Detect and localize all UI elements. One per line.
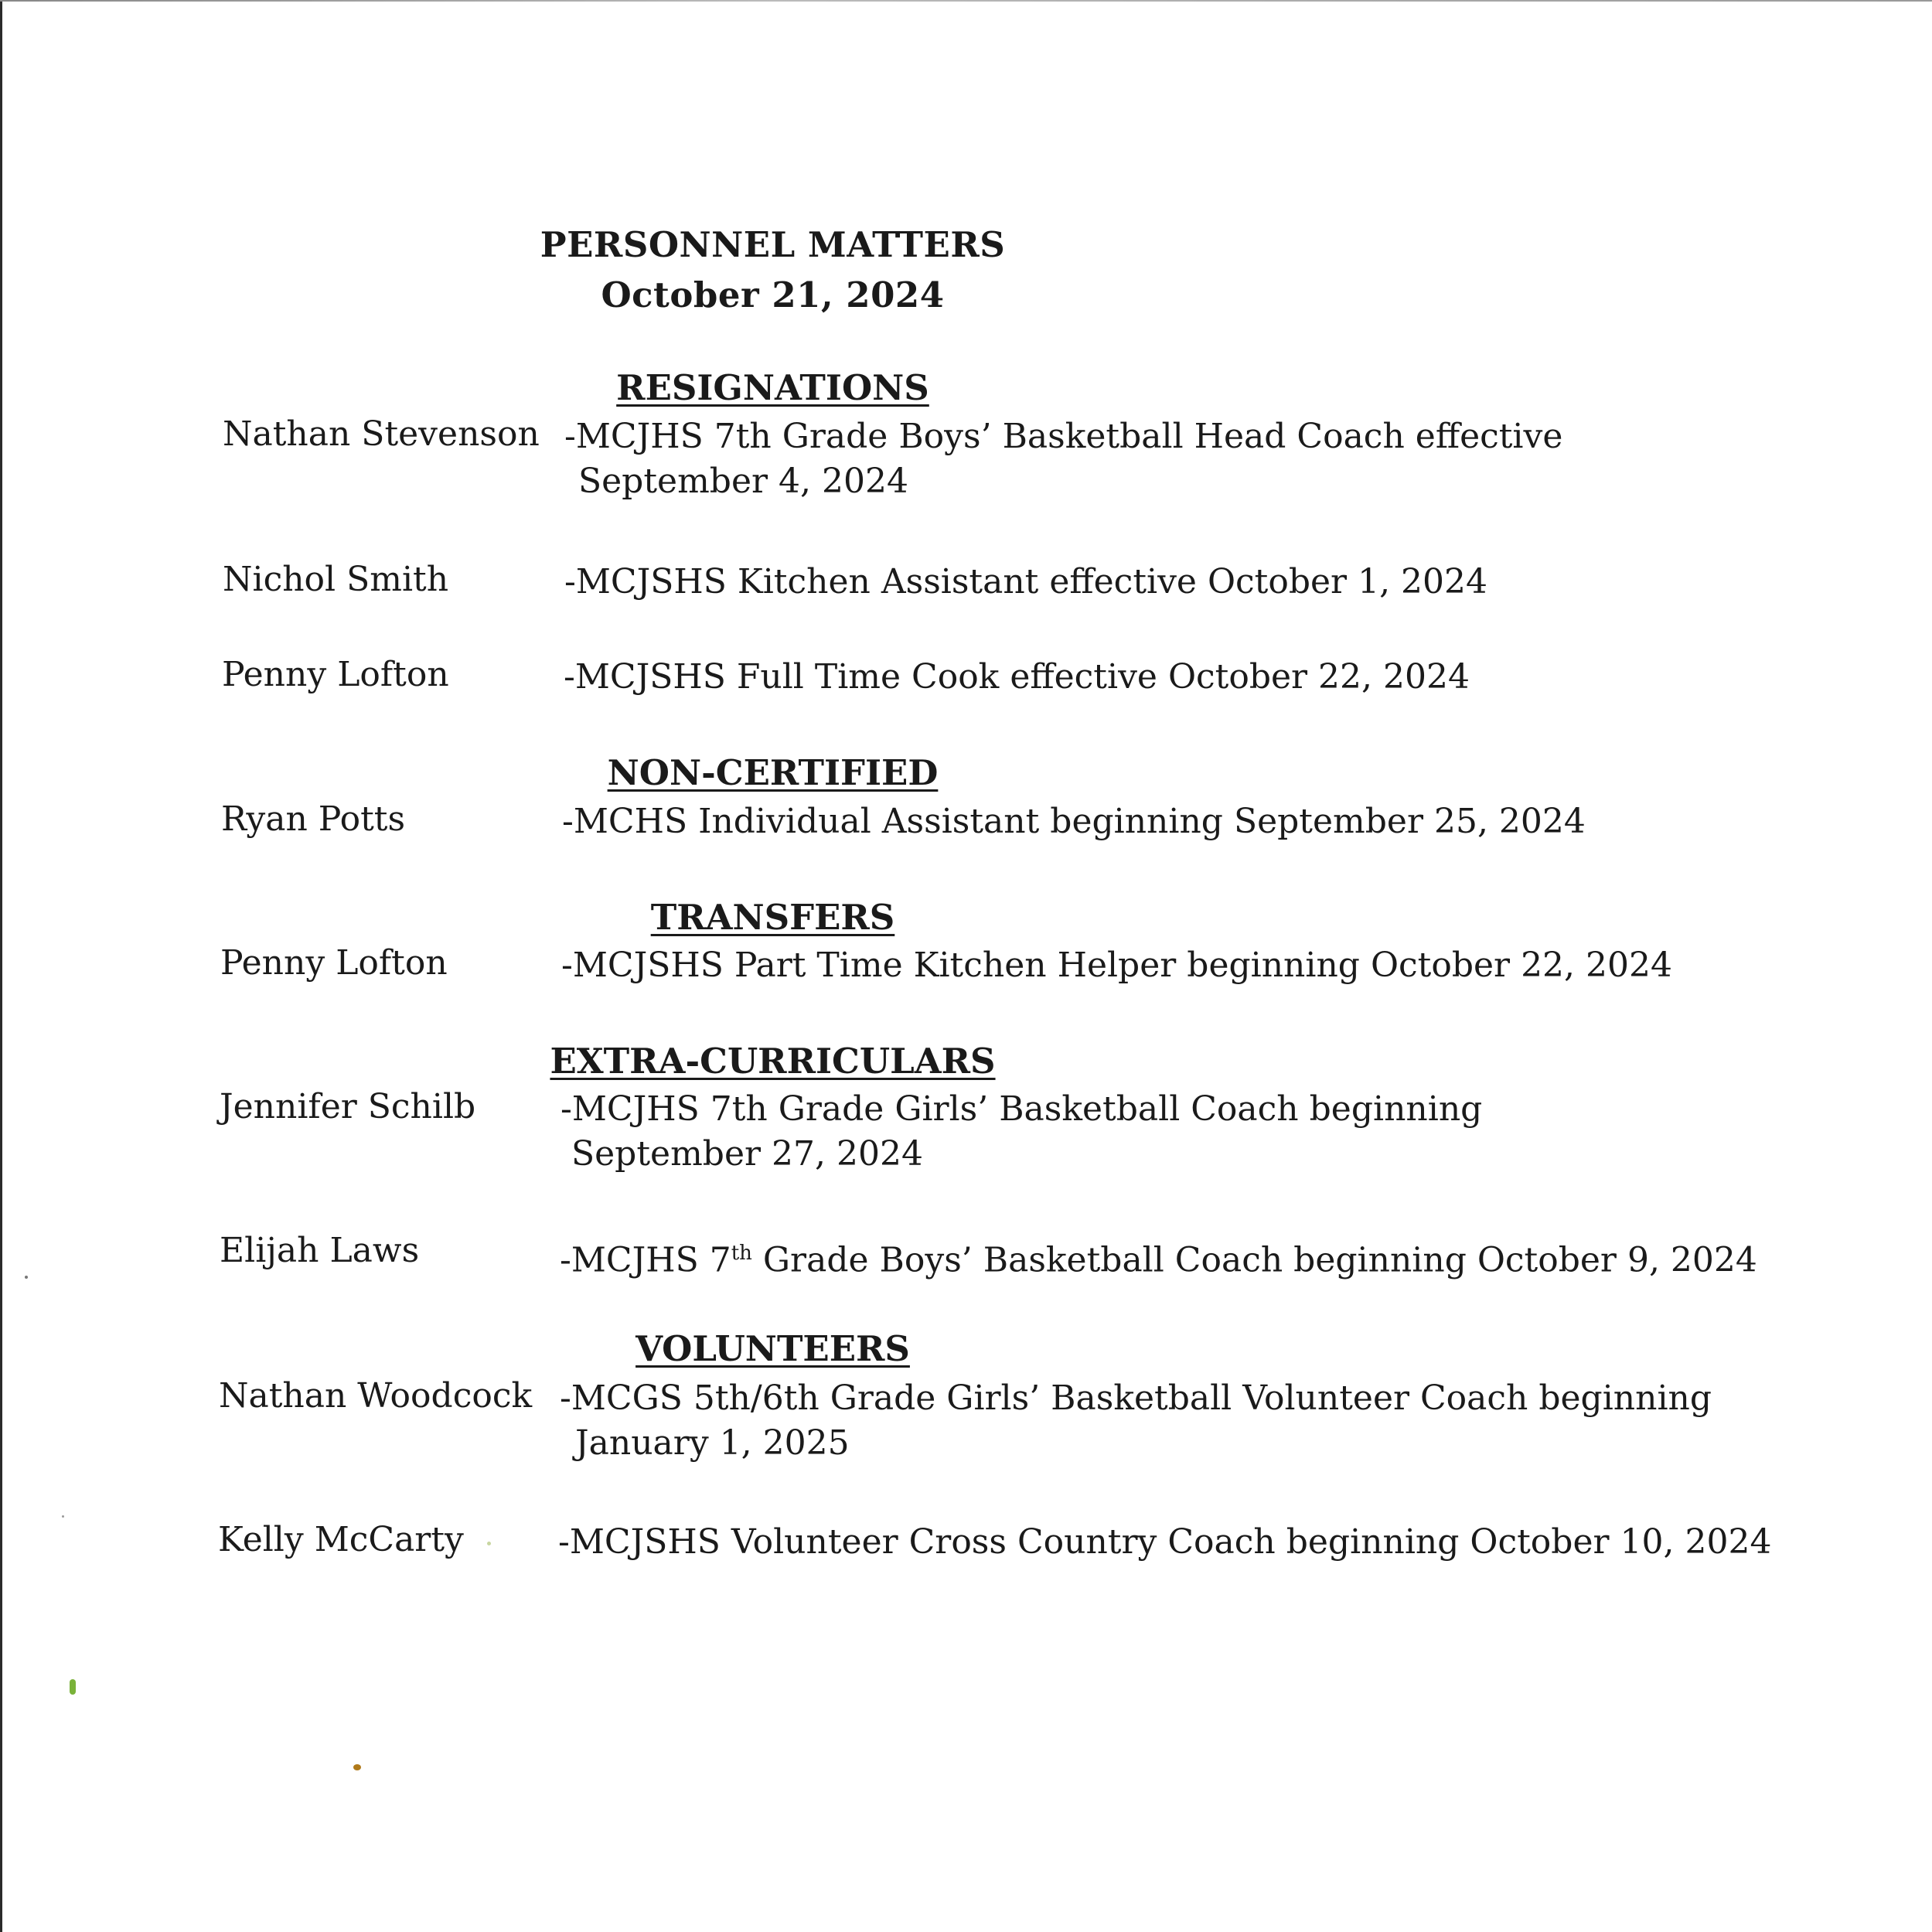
description-line: -MCJHS 7th Grade Boys’ Basketball Head Coach effective [564, 417, 1563, 456]
description-line: September 4, 2024 [578, 462, 908, 501]
description-line: -MCJHS 7th Grade Girls’ Basketball Coach beginning [561, 1089, 1483, 1129]
assignment-description: -MCHS Individual Assistant beginning September 25, 2024 [562, 802, 1586, 841]
document-title: PERSONNEL MATTERS [540, 224, 1006, 265]
description-text: -MCJHS 7 [560, 1240, 731, 1280]
employee-name: Penny Lofton [220, 943, 448, 983]
assignment-description: -MCJSHS Part Time Kitchen Helper beginning October 22, 2024 [561, 946, 1673, 985]
employee-name: Elijah Laws [220, 1231, 420, 1270]
scan-speck [62, 1515, 64, 1518]
description-text: Grade Boys’ Basketball Coach beginning October 9, 2024 [751, 1240, 1757, 1280]
scan-speck [70, 1679, 76, 1695]
employee-name: Nichol Smith [223, 560, 449, 599]
description-line: January 1, 2025 [575, 1423, 850, 1463]
section-heading-extra-curriculars: EXTRA-CURRICULARS [550, 1041, 996, 1082]
assignment-description: -MCJSHS Volunteer Cross Country Coach beginning October 10, 2024 [558, 1522, 1772, 1562]
employee-name: Jennifer Schilb [220, 1087, 476, 1126]
assignment-description [564, 414, 1562, 504]
employee-name: Kelly McCarty [218, 1520, 464, 1559]
employee-name: Penny Lofton [222, 655, 449, 694]
document-date: October 21, 2024 [601, 274, 945, 315]
assignment-description: -MCJSHS Kitchen Assistant effective October 1, 2024 [564, 562, 1488, 601]
assignment-description [560, 1376, 1712, 1466]
employee-name: Nathan Stevenson [223, 414, 540, 454]
assignment-description [561, 1087, 1482, 1177]
description-line: -MCGS 5th/6th Grade Girls’ Basketball Volunteer Coach beginning [560, 1378, 1712, 1418]
description-line: September 27, 2024 [571, 1134, 923, 1174]
assignment-description [560, 1231, 1757, 1283]
section-heading-volunteers: VOLUNTEERS [635, 1328, 910, 1369]
section-heading-transfers: TRANSFERS [650, 897, 895, 938]
scan-speck [353, 1764, 361, 1770]
section-heading-non-certified: NON-CERTIFIED [607, 752, 939, 793]
page-edge-top [0, 0, 1932, 2]
employee-name: Nathan Woodcock [219, 1376, 533, 1416]
scan-speck [487, 1542, 491, 1545]
ordinal-suffix: th [731, 1242, 752, 1265]
employee-name: Ryan Potts [221, 799, 406, 839]
section-heading-resignations: RESIGNATIONS [616, 367, 929, 408]
assignment-description: -MCJSHS Full Time Cook effective October 22, 2024 [564, 657, 1470, 697]
scan-speck [25, 1276, 28, 1279]
